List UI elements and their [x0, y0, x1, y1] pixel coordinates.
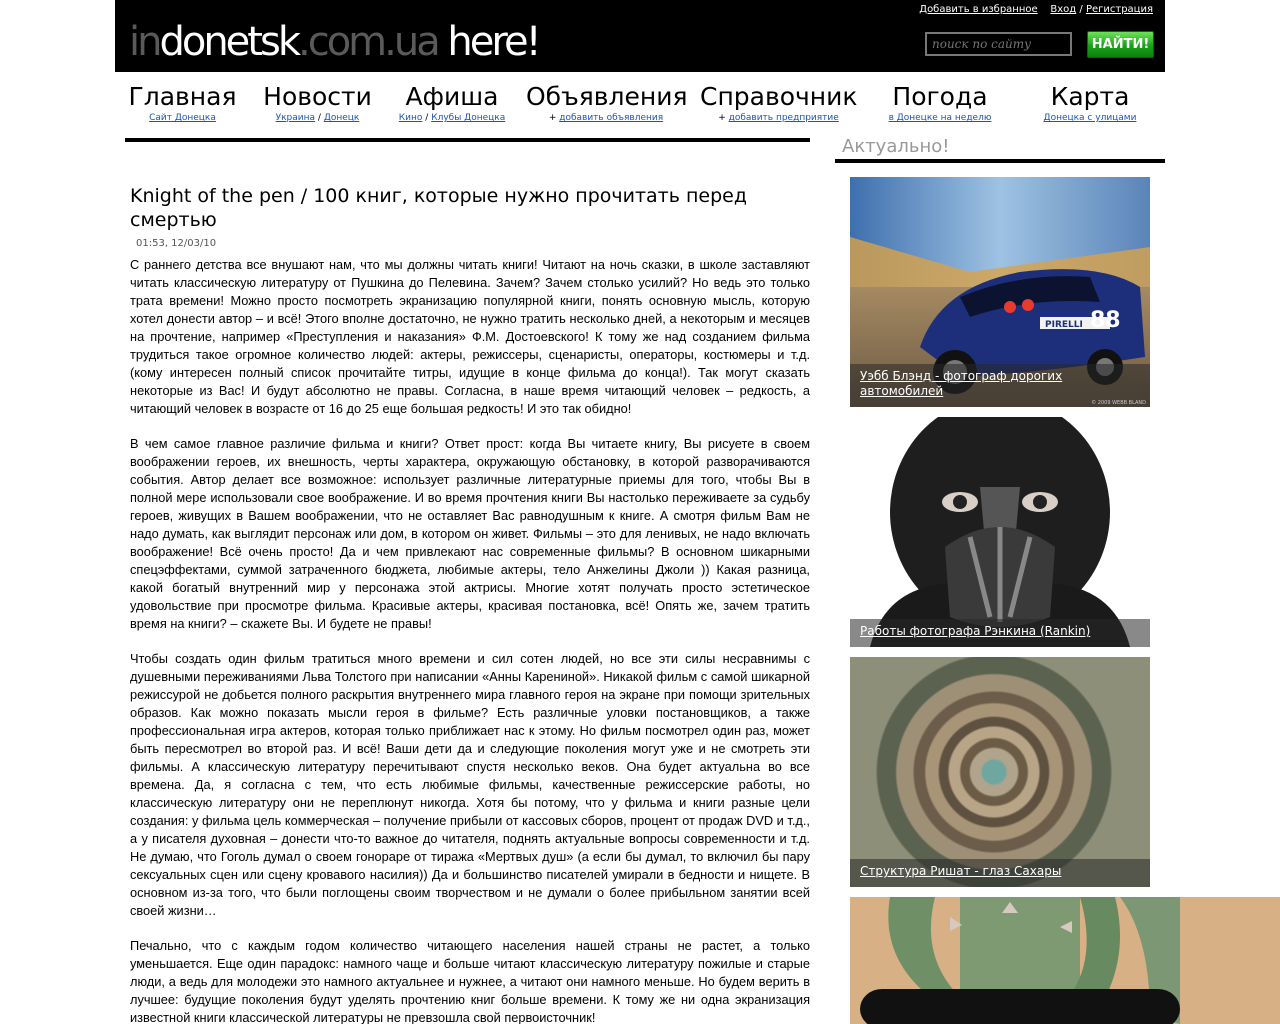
nav-title-directory[interactable]: Справочник: [700, 82, 858, 111]
sidebar-divider: [835, 159, 1165, 163]
nav-title-weather[interactable]: Погода: [892, 82, 988, 111]
login-link[interactable]: Вход: [1050, 4, 1077, 15]
plus-icon: +: [718, 113, 726, 123]
favorites-link[interactable]: Добавить в избранное: [919, 4, 1038, 15]
nav-link-map-streets[interactable]: Донецка с улицами: [1043, 113, 1137, 123]
svg-text:88: 88: [1090, 308, 1121, 333]
nav-item-directory: [700, 82, 857, 124]
photo-watermark: © 2009 WEBB BLAND: [1091, 400, 1146, 406]
plus-icon: +: [548, 113, 557, 123]
nav-title-map[interactable]: Карта: [1050, 82, 1130, 111]
nav-title-home[interactable]: Главная: [128, 82, 237, 111]
search-button[interactable]: НАЙТИ!: [1087, 31, 1154, 58]
card-caption[interactable]: Уэбб Блэнд - фотограф дорогих автомобилей: [850, 364, 1150, 407]
site-logo[interactable]: [129, 18, 539, 66]
cactus-photo: [850, 897, 1280, 1024]
logo-here: here!: [437, 19, 539, 65]
nav-item-news: Новости Украина / Донецк: [255, 82, 380, 124]
register-link[interactable]: Регистрация: [1085, 4, 1153, 15]
logo-main: donetsk: [159, 19, 298, 65]
site-header: [115, 0, 1165, 72]
nav-link-weather-week[interactable]: в Донецке на неделю: [888, 113, 992, 123]
link-separator: /: [1079, 4, 1083, 15]
search-input[interactable]: [925, 32, 1072, 56]
nav-link-donetsk-news[interactable]: Донецк: [323, 113, 360, 123]
nav-item-map: [1030, 82, 1150, 124]
nav-title-news[interactable]: Новости: [263, 82, 372, 111]
sidebar-card-rankin[interactable]: [850, 417, 1150, 647]
article-paragraph: В чем самое главное различие фильма и книги? Ответ прост: когда Вы читаете книгу, Вы рисуете в своем воображении героев, их внешность, черты характера, окружающую обстановку, в которой разворачиваются события. Автор делает все возможное: использует различные литературные приемы для того, чтобы Вы в полной мере использовали свое воображение. И во время прочтения книги Вы настолько переживаете за судьбу героев, живущих в Вашем воображении, что не оставляет Вас равнодушным к книге. А смотря фильм Вам не надо думать, как выглядит персонаж или дом, в котором он живет. Фильмы – это для ленивых, не надо включать воображение! Всё очень просто! Да и чем привлекают нас современные фильмы? В основном шикарными спецэффектами, суммой затраченного бюджета, любимые актеры, тело Анжелины Джоли )) Какая разница, какой богатый внутренний мир у персонажа этой актрисы. Многие хотят получать просто эстетическое удовольствие при просмотре фильма. Красивые актеры, красивая постановка, всё! Опять же, зачем тратить время на книги? – скажете Вы. И будете не правы!: [130, 436, 810, 631]
nav-title-ads[interactable]: Объявления: [526, 82, 688, 111]
svg-text:PIRELLI: PIRELLI: [1045, 320, 1083, 330]
sidebar-card-rishat[interactable]: [850, 657, 1150, 887]
logo-domain: .com.ua: [297, 19, 438, 65]
nav-item-home: [125, 82, 240, 124]
content-divider: [125, 138, 810, 142]
article-paragraph: С раннего детства все внушают нам, что мы должны читать книги! Читают на ночь сказки, в школе заставляют читать классическую литературу от Пушкина до Пелевина. Зачем? Зачем столько усилий? Но ведь это только трата времени! Можно просто посмотреть экранизацию популярной книги, понять основную мысль, которую хотел донести автор – и всё! Этого вполне достаточно, не нужно тратить несколько дней, а некоторым и месяцев на прочтение, например «Преступления и наказания» Ф.М. Достоевского! К тому же над созданием фильма трудиться такое огромное количество людей: актеры, режиссеры, сценаристы, операторы, костюмеры и т.д. (кому интересен полный список прочитайте титры, идущие в конце фильма до конца!). Так могут сказать некоторые из Вас! И будут абсолютно не правы. Согласна, в наше время читающий человек – редкость, а читающий человек в возрасте от 16 до 25 еще большая редкость! И это так обидно!: [130, 257, 810, 416]
nav-item-afisha: Афиша Кино / Клубы Донецка: [392, 82, 512, 124]
nav-link-add-ad[interactable]: добавить объявления: [559, 113, 664, 123]
sidebar-card-cactus[interactable]: [850, 897, 1280, 1024]
article-paragraph: Печально, что с каждым годом количество читающего населения нашей страны не растет, а только уменьшается. Еще один парадокс: намного чаще и больше читают классическую литературу пожилые и старые люди, а ведь для молодежи это намного актуальнее и нужнее, а читают они намного меньше. Но будем верить в лучшее: будущие поколения будут уделять прочтению книг больше времени. К тому же ни одна экранизация известной книги классической литературы не превзошла свой первоисточник!: [130, 938, 810, 1024]
nav-title-afisha[interactable]: Афиша: [405, 82, 499, 111]
nav-link-cinema[interactable]: Кино: [398, 113, 423, 123]
sidebar-title: Актуально!: [842, 136, 950, 157]
card-caption[interactable]: Работы фотографа Рэнкина (Rankin): [850, 619, 1150, 647]
article-paragraph: Чтобы создать один фильм тратиться много времени и сил сотен людей, но все эти силы несравнимы с душевными переживаниями Льва Толстого при написании «Анны Карениной». Никакой фильм с самой шикарной режиссурой не добьется полного раскрытия внутреннего мира главного героя на экране при помощи зрительных образов. Как можно показать мысли героя в фильме? Есть различные уловки постановщиков, а также профессиональная игра актеров, которая только приближает нас к этому. Но фильм посмотрел один раз, может быть пересмотрел во второй раз. И всё! Ваши дети да и следующие поколения могут уже и не смотреть эти фильмы. А классическую литературу перечитывают спустя несколько веков. Она будет актуальна во все времена. Да, я согласна с тем, что есть любимые фильмы, качественные режиссерские работы, но классическую литературу они не переплюнут никогда. Хотя бы потому, что у фильма и книги разные цели создания: у фильма цель коммерческая – получение прибыли от кассовых сборов, процент от продаж DVD и т.д., а у писателя духовная – донести что-то важное до читателя, поднять актуальные вопросы современности и т.д. Не думаю, что Гоголь думал о своем гонораре от тиража «Мертвых душ» (а если бы думал, то включил бы пару сексуальных сцен или сцену кровавого насилия)) Да и большинство писателей умирали в бедности и нищете. В основном из-за того, что были поглощены своим творчеством и не думали о более прибыльном занятии всей своей жизни…: [130, 651, 810, 918]
article-date: 01:53, 12/03/10: [136, 238, 217, 249]
nav-link-add-company[interactable]: добавить предприятие: [728, 113, 839, 123]
article-title: Knight of the pen / 100 книг, которые нужно прочитать перед смертью: [130, 185, 747, 231]
card-caption[interactable]: Структура Ришат - глаз Сахары: [850, 859, 1150, 887]
nav-item-ads: [526, 82, 686, 124]
portrait-photo: [850, 417, 1150, 647]
logo-prefix: in: [129, 19, 160, 65]
nav-link-donetsk-site[interactable]: Сайт Донецка: [149, 113, 216, 123]
sidebar-card-car[interactable]: [850, 177, 1150, 407]
nav-link-ukraine[interactable]: Украина: [275, 113, 316, 123]
nav-item-weather: [875, 82, 1005, 124]
top-links: [919, 4, 1153, 15]
article-body: [130, 256, 810, 1024]
nav-link-clubs[interactable]: Клубы Донецка: [431, 113, 506, 123]
